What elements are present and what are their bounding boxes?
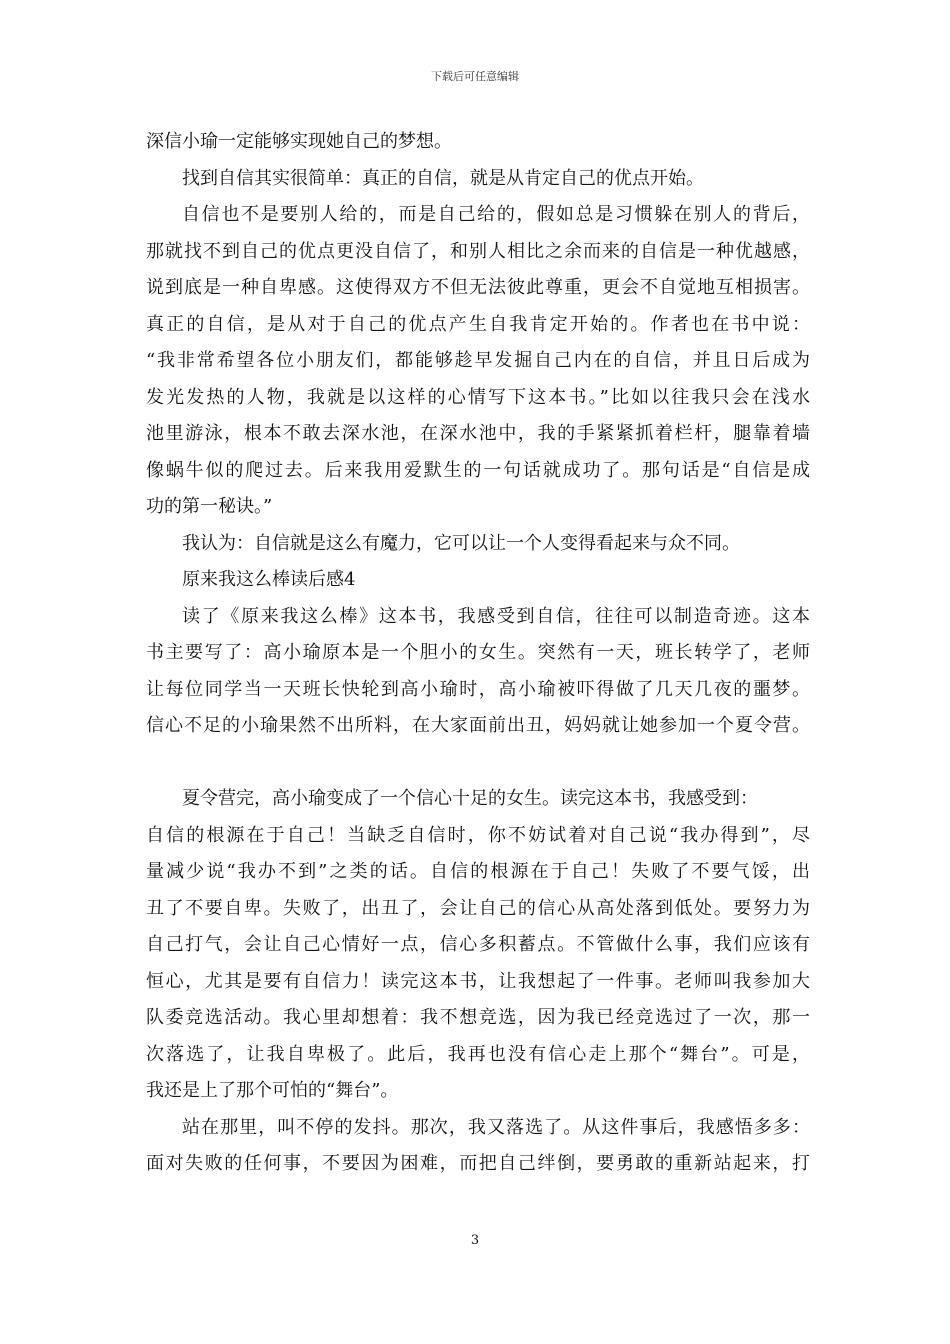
text-line: 夏令营完，高小瑜变成了一个信心十足的女生。读完这本书，我感受到： <box>182 788 758 809</box>
text-line: 深信小瑜一定能够实现她自己的梦想。 <box>146 131 452 152</box>
text-line: 自信也不是要别人给的，而是自己给的，假如总是习惯躲在别人的背后， <box>182 204 810 225</box>
text-line: 自信的根源在于自己！当缺乏自信时，你不妨试着对自己说“我办得到”，尽 <box>146 824 810 846</box>
document-body <box>146 124 810 1183</box>
page-header: 下载后可任意编辑 <box>431 70 519 83</box>
text-line: 恒心，尤其是要有自信力！读完这本书，让我想起了一件事。老师叫我参加大 <box>146 970 810 992</box>
text-line: 书主要写了：高小瑜原本是一个胆小的女生。突然有一天，班长转学了，老师 <box>146 642 810 663</box>
text-line: 我还是上了那个可怕的“舞台”。 <box>146 1080 399 1101</box>
text-line: 功的第一秘诀。” <box>146 496 273 517</box>
section-title: 原来我这么棒读后感4 <box>182 569 356 590</box>
text-line: 次落选了，让我自卑极了。此后，我再也没有信心走上那个“舞台”。可是， <box>146 1043 810 1065</box>
text-line: 读了《原来我这么棒》这本书，我感受到自信，往往可以制造奇迹。这本 <box>182 605 810 627</box>
text-line: 让每位同学当一天班长快轮到高小瑜时，高小瑜被吓得做了几天几夜的噩梦。 <box>146 678 810 700</box>
text-line: 找到自信其实很简单：真正的自信，就是从肯定自己的优点开始。 <box>182 167 704 189</box>
text-line: 自己打气，会让自己心情好一点，信心多积蓄点。不管做什么事，我们应该有 <box>146 934 810 955</box>
text-line: 那就找不到自己的优点更没自信了，和别人相比之余而来的自信是一种优越感， <box>146 240 810 262</box>
text-line: 说到底是一种自卑感。这使得双方不但无法彼此尊重，更会不自觉地互相损害。 <box>146 277 810 298</box>
text-line: 量减少说“我办不到”之类的话。自信的根源在于自己！失败了不要气馁，出 <box>146 861 810 882</box>
text-line: 队委竞选活动。我心里却想着：我不想竞选，因为我已经竞选过了一次，那一 <box>146 1007 810 1028</box>
page-number: 3 <box>470 1233 480 1248</box>
text-line: 池里游泳，根本不敢去深水池，在深水池中，我的手紧紧抓着栏杆，腿靠着墙 <box>146 423 810 444</box>
text-line: “我非常希望各位小朋友们，都能够趁早发掘自己内在的自信，并且日后成为 <box>146 350 810 371</box>
text-line: 像蜗牛似的爬过去。后来我用爱默生的一句话就成功了。那句话是“自信是成 <box>146 459 810 481</box>
text-line: 我认为：自信就是这么有魔力，它可以让一个人变得看起来与众不同。 <box>182 532 740 554</box>
text-line: 站在那里，叫不停的发抖。那次，我又落选了。从这件事后，我感悟多多： <box>182 1116 810 1138</box>
paragraph-gap <box>146 745 810 782</box>
text-line: 丑了不要自卑。失败了，出丑了，会让自己的信心从高处落到低处。要努力为 <box>146 897 810 919</box>
text-line: 真正的自信，是从对于自己的优点产生自我肯定开始的。作者也在书中说： <box>146 313 810 335</box>
text-line: 信心不足的小瑜果然不出所料，在大家面前出丑，妈妈就让她参加一个夏令营。 <box>146 715 810 736</box>
text-line: 面对失败的任何事，不要因为困难，而把自己绊倒，要勇敢的重新站起来，打 <box>146 1153 810 1174</box>
text-line: 发光发热的人物，我就是以这样的心情写下这本书。”比如以往我只会在浅水 <box>146 386 810 408</box>
